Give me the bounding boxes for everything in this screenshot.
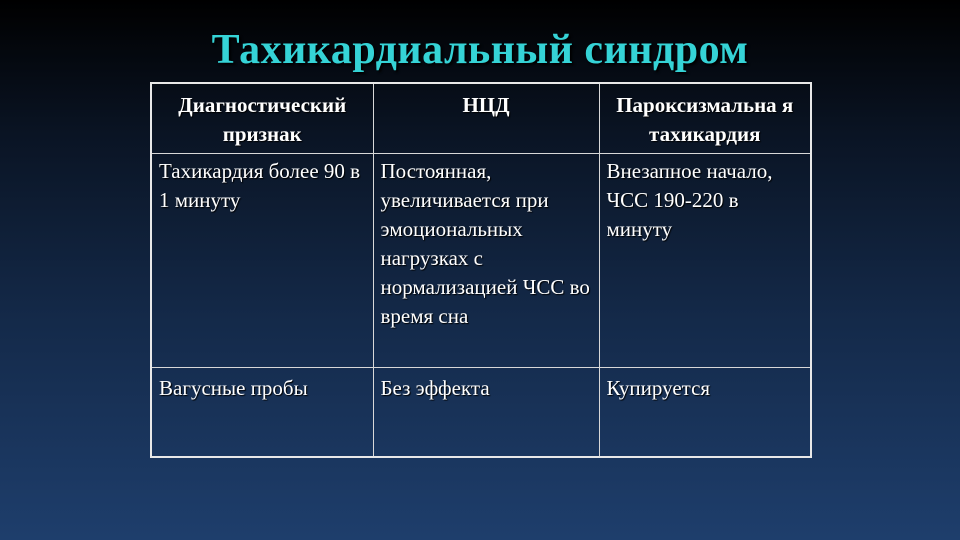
header-ncd: НЦД	[373, 83, 599, 154]
comparison-table	[150, 82, 812, 458]
table-row	[151, 154, 811, 368]
header-diagnostic-sign: Диагностический признак	[151, 83, 373, 154]
table-header-row	[151, 83, 811, 154]
cell-pt: Внезапное начало, ЧСС 190-220 в минуту	[599, 154, 811, 368]
table-row	[151, 368, 811, 458]
cell-sign: Вагусные пробы	[151, 368, 373, 458]
cell-ncd: Постоянная, увеличивается при эмоциональных нагрузках с нормализацией ЧСС во время сна	[373, 154, 599, 368]
slide-title: Тахикардиальный синдром	[211, 27, 749, 73]
cell-ncd: Без эффекта	[373, 368, 599, 458]
cell-sign: Тахикардия более 90 в 1 минуту	[151, 154, 373, 368]
header-paroxysmal-tachycardia: Пароксизмальна я тахикардия	[599, 83, 811, 154]
cell-pt: Купируется	[599, 368, 811, 458]
